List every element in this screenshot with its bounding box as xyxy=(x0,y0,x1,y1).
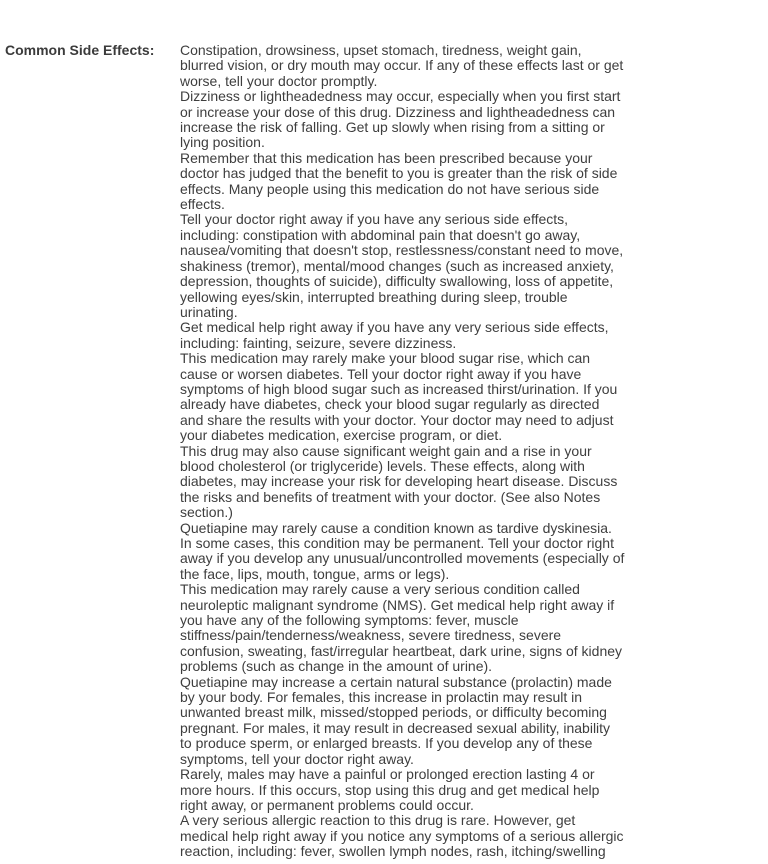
label-column xyxy=(0,43,180,58)
side-effects-paragraph: This medication may rarely cause a very serious condition called neuroleptic malignant syndrome (NMS). Get medical help right away if you have any of the following symptoms: fever, muscle stiffness/pain/tenderness/weakness, severe tiredness, severe confusion, sweating, fast/irregular heartbeat, dark urine, signs of kidney problems (such as change in the amount of urine). xyxy=(180,581,623,675)
side-effects-paragraph: This medication may rarely make your blood sugar rise, which can cause or worsen diabetes. Tell your doctor right away if you have symptoms of high blood sugar such as increased thirst/urination. If you already have diabetes, check your blood sugar regularly as directed and share the results with your doctor. Your doctor may need to adjust your diabetes medication, exercise program, or diet. xyxy=(180,350,618,444)
side-effects-paragraph: Rarely, males may have a painful or prolonged erection lasting 4 or more hours. If this occurs, stop using this drug and get medical help right away, or permanent problems could occur. xyxy=(180,766,600,813)
side-effects-paragraph: A very serious allergic reaction to this drug is rare. However, get medical help right away if you notice any symptoms of a serious allergic reaction, including: fever, swollen lymph nodes, rash, itching/swelling xyxy=(180,812,624,860)
side-effects-paragraph: Remember that this medication has been prescribed because your doctor has judged that the benefit to you is greater than the risk of side effects. Many people using this medication do not have serious side effects. xyxy=(180,149,618,213)
side-effects-text-column xyxy=(180,43,625,860)
side-effects-paragraph: Constipation, drowsiness, upset stomach, tiredness, weight gain, blurred vision, or dry mouth may occur. If any of these effects last or get worse, tell your doctor promptly. xyxy=(180,42,624,89)
section-label: Common Side Effects: xyxy=(5,42,155,58)
side-effects-paragraph: Get medical help right away if you have any very serious side effects, including: fainting, seizure, severe dizziness. xyxy=(180,319,609,351)
side-effects-paragraph: Quetiapine may increase a certain natural substance (prolactin) made by your body. For females, this increase in prolactin may result in unwanted breast milk, missed/stopped periods, or difficulty becoming pregnant. For males, it may result in decreased sexual ability, inability to produce sperm, or enlarged breasts. If you develop any of these symptoms, tell your doctor right away. xyxy=(180,673,612,767)
side-effects-paragraph: Tell your doctor right away if you have any serious side effects, including: constipation with abdominal pain that doesn't go away, nausea/vomiting that doesn't stop, restlessness/constant need to move, shakiness (tremor), mental/mood changes (such as increased anxiety, depression, thoughts of suicide), difficulty swallowing, loss of appetite, yellowing eyes/skin, interrupted breathing during sleep, trouble urinating. xyxy=(180,211,624,320)
side-effects-paragraph: This drug may also cause significant weight gain and a rise in your blood cholesterol (or triglyceride) levels. These effects, along with diabetes, may increase your risk for developing heart disease. Discuss the risks and benefits of treatment with your doctor. (See also Notes section.) xyxy=(180,442,618,521)
side-effects-paragraph: Quetiapine may rarely cause a condition known as tardive dyskinesia. In some cases, this condition may be permanent. Tell your doctor right away if you develop any unusual/uncontrolled movements (especially of the face, lips, mouth, tongue, arms or legs). xyxy=(180,519,625,582)
side-effects-paragraph: Dizziness or lightheadedness may occur, especially when you first start or increase your dose of this drug. Dizziness and lightheadedness can increase the risk of falling. Get up slowly when rising from a sitting or lying position. xyxy=(180,88,621,151)
